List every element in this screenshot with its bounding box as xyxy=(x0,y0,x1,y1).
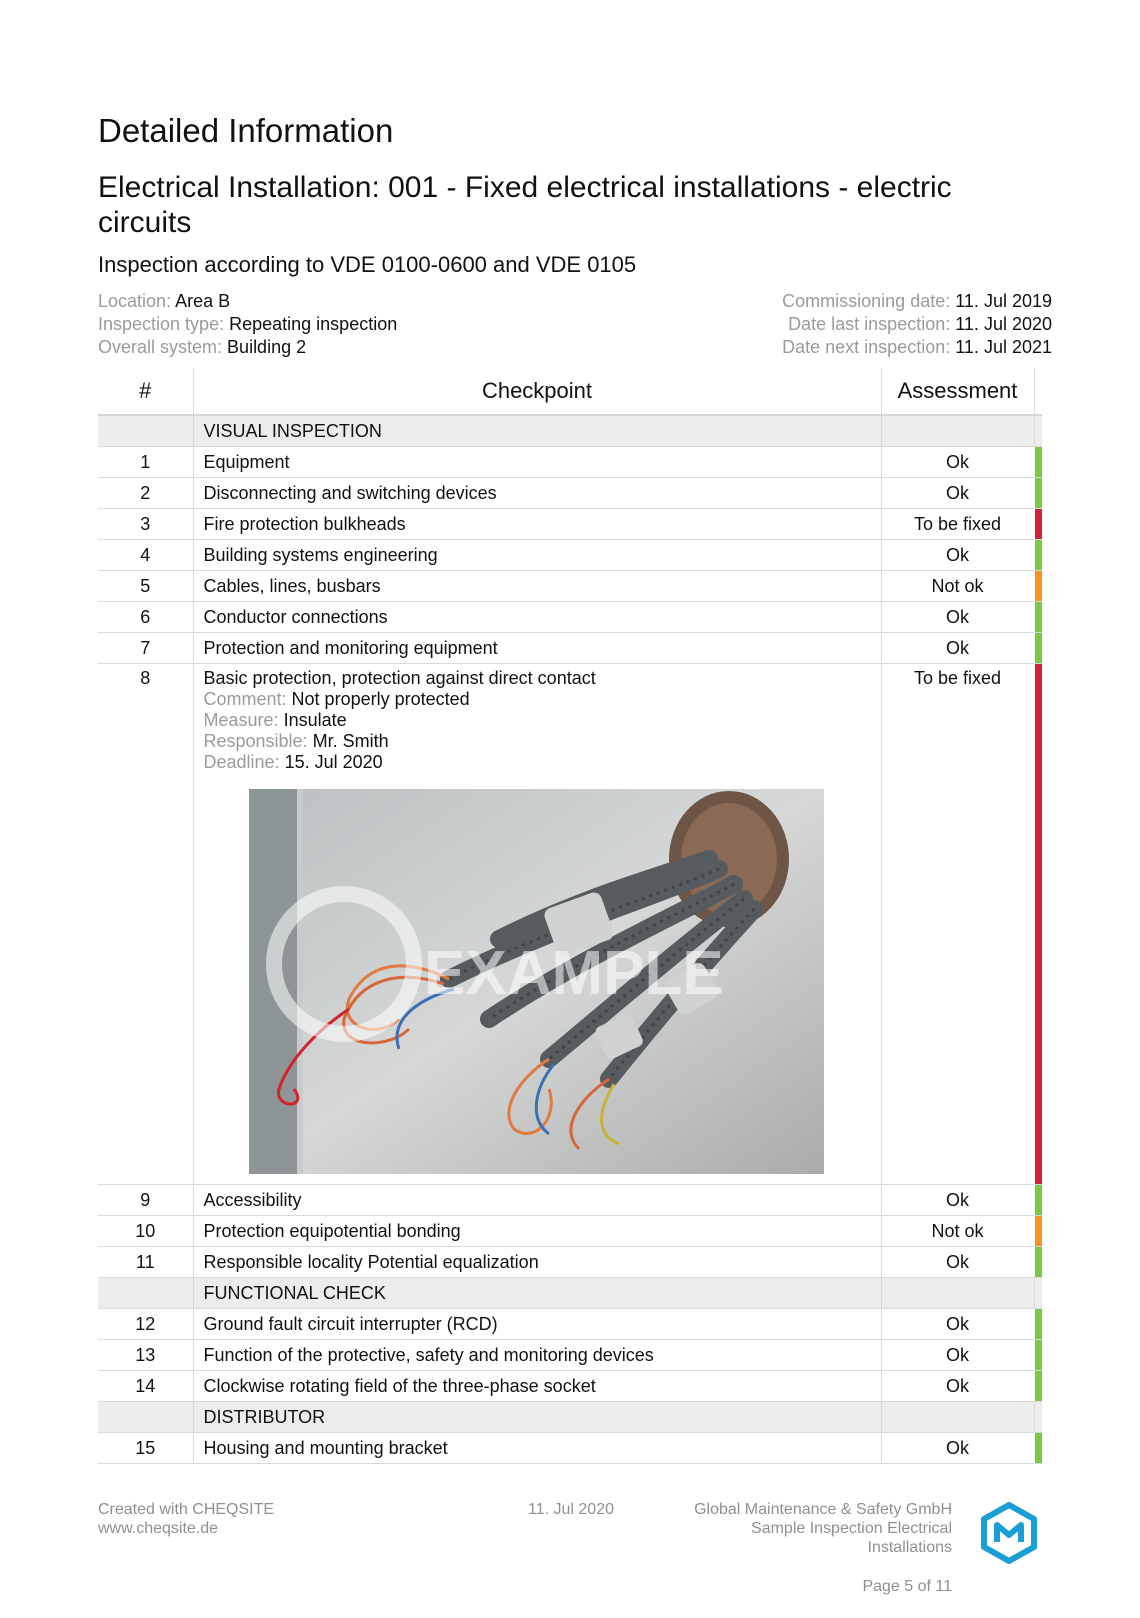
footer-website-link[interactable]: www.cheqsite.de xyxy=(98,1520,219,1537)
row-checkpoint-detail xyxy=(193,664,881,1185)
row-num: 14 xyxy=(98,1371,193,1402)
row-assessment: Not ok xyxy=(881,571,1034,602)
table-row xyxy=(98,509,1042,540)
status-stripe xyxy=(1034,1371,1042,1402)
row-assessment: Ok xyxy=(881,1371,1034,1402)
row-num: 13 xyxy=(98,1340,193,1371)
table-header-row xyxy=(98,368,1042,415)
status-stripe xyxy=(1034,1309,1042,1340)
row-assessment: Ok xyxy=(881,602,1034,633)
row-checkpoint: Disconnecting and switching devices xyxy=(193,478,881,509)
row-num: 3 xyxy=(98,509,193,540)
row-checkpoint: Protection equipotential bonding xyxy=(193,1216,881,1247)
meta-location: Location: Area B xyxy=(98,291,231,311)
row-assessment: Ok xyxy=(881,1340,1034,1371)
footer-credit xyxy=(98,1500,274,1538)
row-num: 7 xyxy=(98,633,193,664)
status-stripe xyxy=(1034,602,1042,633)
meta-inspection-type: Inspection type: Repeating inspection xyxy=(98,314,398,334)
row-num: 10 xyxy=(98,1216,193,1247)
row-checkpoint: Fire protection bulkheads xyxy=(193,509,881,540)
row-num: 11 xyxy=(98,1247,193,1278)
row-assessment: Ok xyxy=(881,633,1034,664)
header-status xyxy=(1034,368,1042,415)
detail-comment: Comment: Not properly protected xyxy=(203,689,470,709)
row-checkpoint: Accessibility xyxy=(193,1185,881,1216)
table-row xyxy=(98,1247,1042,1278)
table-row xyxy=(98,478,1042,509)
status-stripe xyxy=(1034,478,1042,509)
detail-deadline: Deadline: 15. Jul 2020 xyxy=(203,752,383,772)
table-row xyxy=(98,1185,1042,1216)
status-stripe xyxy=(1034,509,1042,540)
footer-created-with: Created with CHEQSITE xyxy=(98,1501,275,1518)
row-num: 2 xyxy=(98,478,193,509)
footer-date: 11. Jul 2020 xyxy=(528,1501,614,1518)
status-stripe xyxy=(1034,571,1042,602)
meta-right xyxy=(782,290,1052,359)
row-num: 15 xyxy=(98,1433,193,1464)
installation-title: Electrical Installation: 001 - Fixed electrical installations - electric circuits xyxy=(98,171,952,239)
row-checkpoint: Housing and mounting bracket xyxy=(193,1433,881,1464)
row-checkpoint: Equipment xyxy=(193,447,881,478)
status-stripe xyxy=(1034,664,1042,1185)
detail-responsible: Responsible: Mr. Smith xyxy=(203,731,389,751)
section-row-functional xyxy=(98,1278,1042,1309)
table-row xyxy=(98,633,1042,664)
checkpoint-table xyxy=(98,368,1042,1464)
status-stripe xyxy=(1034,1340,1042,1371)
table-row xyxy=(98,1309,1042,1340)
footer-company xyxy=(694,1500,952,1557)
row-checkpoint: Function of the protective, safety and monitoring devices xyxy=(193,1340,881,1371)
row-assessment: Ok xyxy=(881,1247,1034,1278)
meta-overall-system: Overall system: Building 2 xyxy=(98,337,307,357)
inspection-standard: Inspection according to VDE 0100-0600 and VDE 0105 xyxy=(98,252,637,277)
table-row xyxy=(98,540,1042,571)
row-num: 1 xyxy=(98,447,193,478)
status-stripe xyxy=(1034,1433,1042,1464)
row-assessment: To be fixed xyxy=(881,509,1034,540)
cheqsite-logo-icon xyxy=(980,1502,1038,1564)
meta-next-inspection: Date next inspection: 11. Jul 2021 xyxy=(782,337,1052,357)
footer-report-name-cont: Installations xyxy=(867,1539,952,1556)
row-checkpoint: Protection and monitoring equipment xyxy=(193,633,881,664)
photo-drawing xyxy=(249,789,824,1174)
header-assessment: Assessment xyxy=(881,368,1034,415)
status-stripe xyxy=(1034,447,1042,478)
section-label: DISTRIBUTOR xyxy=(193,1402,881,1433)
row-num: 5 xyxy=(98,571,193,602)
row-checkpoint: Responsible locality Potential equalization xyxy=(193,1247,881,1278)
row-checkpoint: Ground fault circuit interrupter (RCD) xyxy=(193,1309,881,1340)
header-num: # xyxy=(98,368,193,415)
footer-company-name: Global Maintenance & Safety GmbH xyxy=(694,1501,952,1518)
status-stripe xyxy=(1034,540,1042,571)
row-checkpoint: Building systems engineering xyxy=(193,540,881,571)
row-num: 6 xyxy=(98,602,193,633)
table-row xyxy=(98,571,1042,602)
row-checkpoint: Cables, lines, busbars xyxy=(193,571,881,602)
table-row xyxy=(98,602,1042,633)
section-label: VISUAL INSPECTION xyxy=(193,415,881,447)
page-number: Page 5 of 11 xyxy=(862,1578,952,1595)
status-stripe xyxy=(1034,1185,1042,1216)
section-label: FUNCTIONAL CHECK xyxy=(193,1278,881,1309)
row-assessment: Not ok xyxy=(881,1216,1034,1247)
photo-watermark: EXAMPLE xyxy=(423,939,724,1008)
row-assessment: To be fixed xyxy=(881,664,1034,1185)
row-assessment: Ok xyxy=(881,1309,1034,1340)
table-row xyxy=(98,1216,1042,1247)
row-assessment: Ok xyxy=(881,540,1034,571)
meta-left xyxy=(98,290,397,359)
table-row-detailed xyxy=(98,664,1042,1185)
section-row-distributor xyxy=(98,1402,1042,1433)
meta-commissioning-date: Commissioning date: 11. Jul 2019 xyxy=(782,291,1052,311)
table-row xyxy=(98,1433,1042,1464)
detail-measure: Measure: Insulate xyxy=(203,710,347,730)
footer-report-name: Sample Inspection Electrical xyxy=(751,1520,952,1537)
row-assessment: Ok xyxy=(881,1433,1034,1464)
meta-last-inspection: Date last inspection: 11. Jul 2020 xyxy=(788,314,1052,334)
row-num: 12 xyxy=(98,1309,193,1340)
row-assessment: Ok xyxy=(881,1185,1034,1216)
row-num: 9 xyxy=(98,1185,193,1216)
header-checkpoint: Checkpoint xyxy=(193,368,881,415)
row-checkpoint: Clockwise rotating field of the three-phase socket xyxy=(193,1371,881,1402)
page-title: Detailed Information xyxy=(98,112,394,149)
row-num: 8 xyxy=(98,664,193,1185)
inspection-photo[interactable] xyxy=(249,789,824,1174)
status-stripe xyxy=(1034,1216,1042,1247)
table-row xyxy=(98,1371,1042,1402)
row-num: 4 xyxy=(98,540,193,571)
status-stripe xyxy=(1034,1247,1042,1278)
row-checkpoint: Conductor connections xyxy=(193,602,881,633)
section-row-visual xyxy=(98,415,1042,447)
row-assessment: Ok xyxy=(881,447,1034,478)
status-stripe xyxy=(1034,633,1042,664)
table-row xyxy=(98,1340,1042,1371)
row-checkpoint: Basic protection, protection against direct contact xyxy=(203,668,596,688)
table-row xyxy=(98,447,1042,478)
row-assessment: Ok xyxy=(881,478,1034,509)
